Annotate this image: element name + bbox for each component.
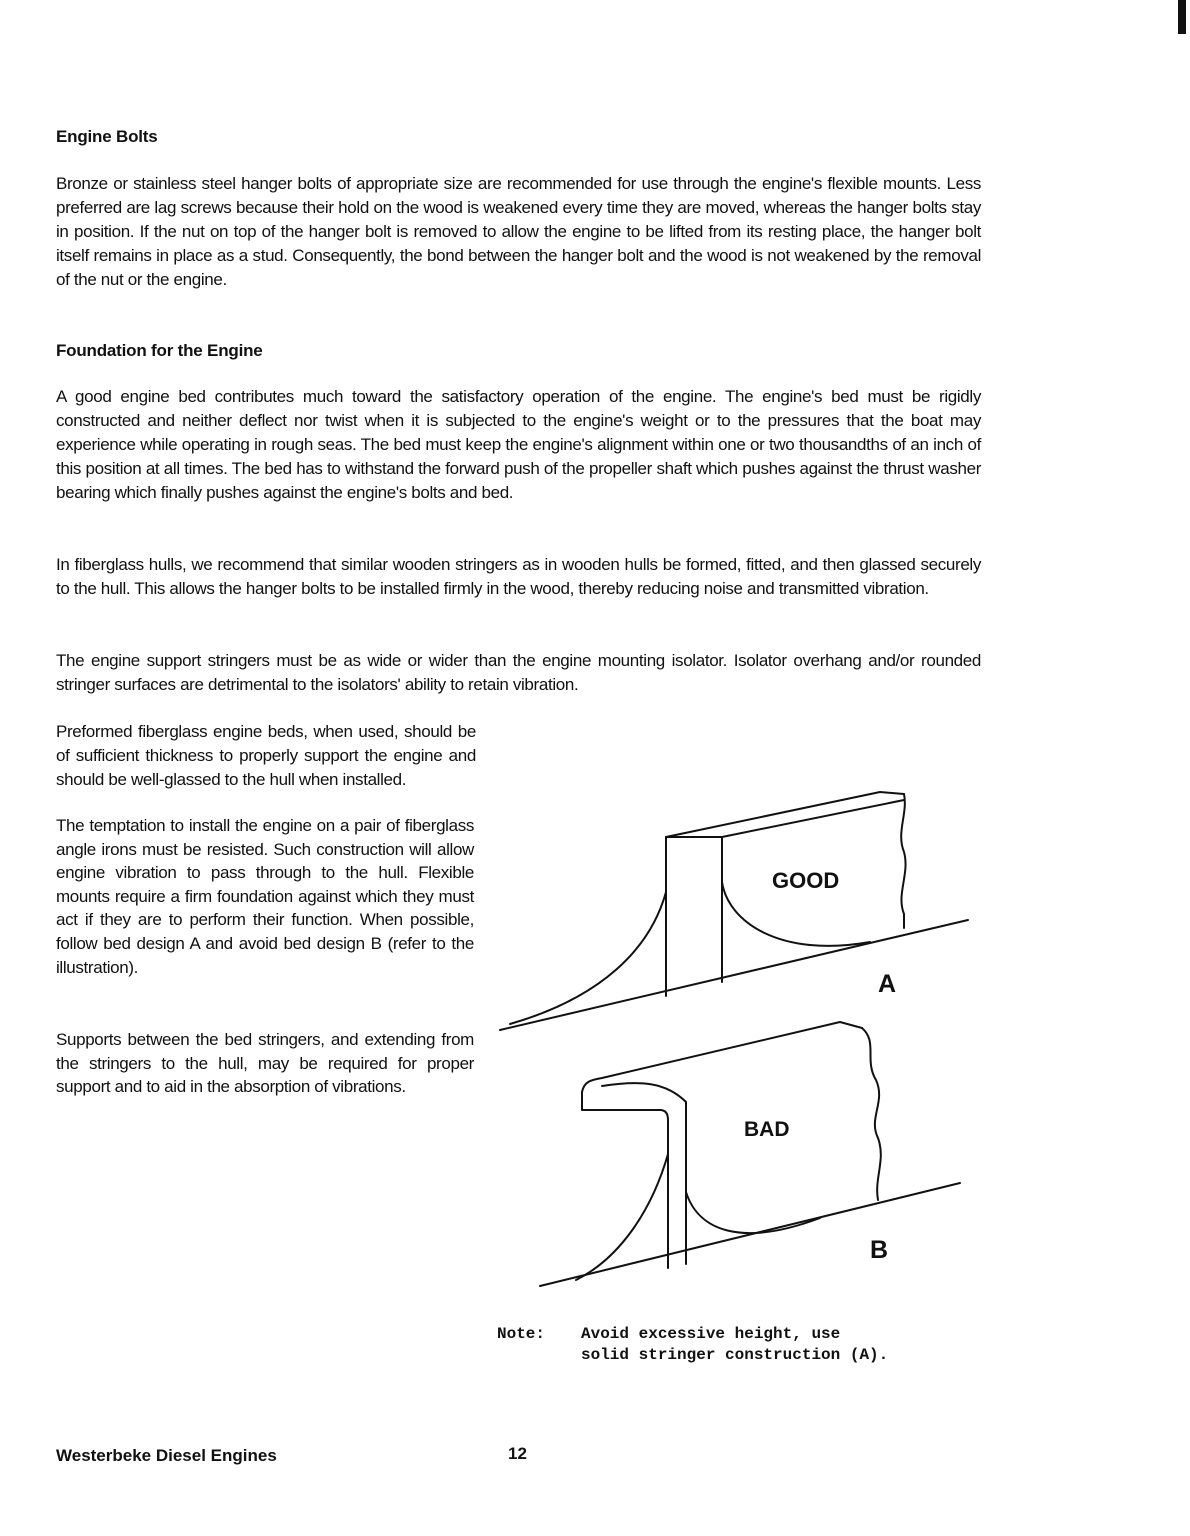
paragraph-angle-irons: The temptation to install the engine on a pair of fiberglass angle irons must be resisted. Such construction will allow engine vibration to pass through to the hull. Flexible mounts require a firm foundation against which they must act if they are to perform their function. When possible, follow bed design A and avoid bed design B (refer to the illustration). [56,816,474,977]
paragraph-engine-bed: A good engine bed contributes much toward the satisfactory operation of the engine. The engine's bed must be rigidly constructed and neither deflect nor twist when it is subjected to the engine's weight or to the pressures that the boat may experience while operating in rough seas. The bed must keep the engine's alignment within one or two thousandths of an inch of this position at all times. The bed has to withstand the forward push of the propeller shaft which pushes against the thrust washer bearing which finally pushes against the engine's bolts and bed. [56,387,981,502]
bad-fillet-right [686,1192,820,1233]
bad-label: BAD [744,1118,790,1141]
note-line-1: Avoid excessive height, use [581,1325,841,1343]
paragraph-preformed-beds: Preformed fiberglass engine beds, when used, should be of sufficient thickness to properly support the engine and should be well-glassed to the hull when installed. [56,722,476,789]
bad-angle-top [582,1022,862,1092]
good-stringer-outline [666,837,722,996]
good-hull-line [500,920,968,1030]
footer-title: Westerbeke Diesel Engines [56,1446,277,1465]
page-edge-mark [1178,0,1186,34]
illustration-note [497,1324,888,1366]
paragraph-stringers: The engine support stringers must be as wide or wider than the engine mounting isolator. Isolator overhang and/or rounded stringer surfaces are detrimental to the isolators' ability to retain vibration. [56,651,981,694]
good-fillet-left [510,892,666,1024]
bad-angle-outline [582,1092,668,1268]
engine-bed-illustration [490,780,990,1300]
paragraph-supports: Supports between the bed stringers, and extending from the stringers to the hull, may be required for proper support and to aid in the absorption of vibrations. [56,1030,474,1097]
good-break-line [901,794,905,928]
bad-hull-line [540,1183,960,1286]
design-a-label: A [878,970,897,998]
paragraph-engine-bolts: Bronze or stainless steel hanger bolts of appropriate size are recommended for use through the engine's flexible mounts. Less preferred are lag screws because their hold on the wood is weakened every time they are moved, whereas the hanger bolts stay in position. If the nut on top of the hanger bolt is removed to allow the engine to be lifted from its resting place, the hanger bolt itself remains in place as a stud. Consequently, the bond between the hanger bolt and the wood is not weakened by the removal of the nut or the engine. [56,174,981,289]
design-b-label: B [870,1236,889,1264]
bad-angle-top-inner [602,1083,686,1102]
bad-break-line [862,1028,881,1200]
bad-fillet-left [576,1154,668,1280]
note-label: Note: [497,1325,546,1343]
page-number: 12 [508,1444,527,1463]
good-label: GOOD [772,868,840,893]
paragraph-fiberglass-hulls: In fiberglass hulls, we recommend that similar wooden stringers as in wooden hulls be formed, fitted, and then glassed securely to the hull. This allows the hanger bolts to be installed firmly in the wood, thereby reducing noise and transmitted vibration. [56,555,981,598]
note-line-2: solid stringer construction (A). [581,1346,889,1364]
heading-engine-bolts: Engine Bolts [56,127,158,146]
heading-foundation: Foundation for the Engine [56,341,263,360]
good-stringer-top [666,792,904,837]
